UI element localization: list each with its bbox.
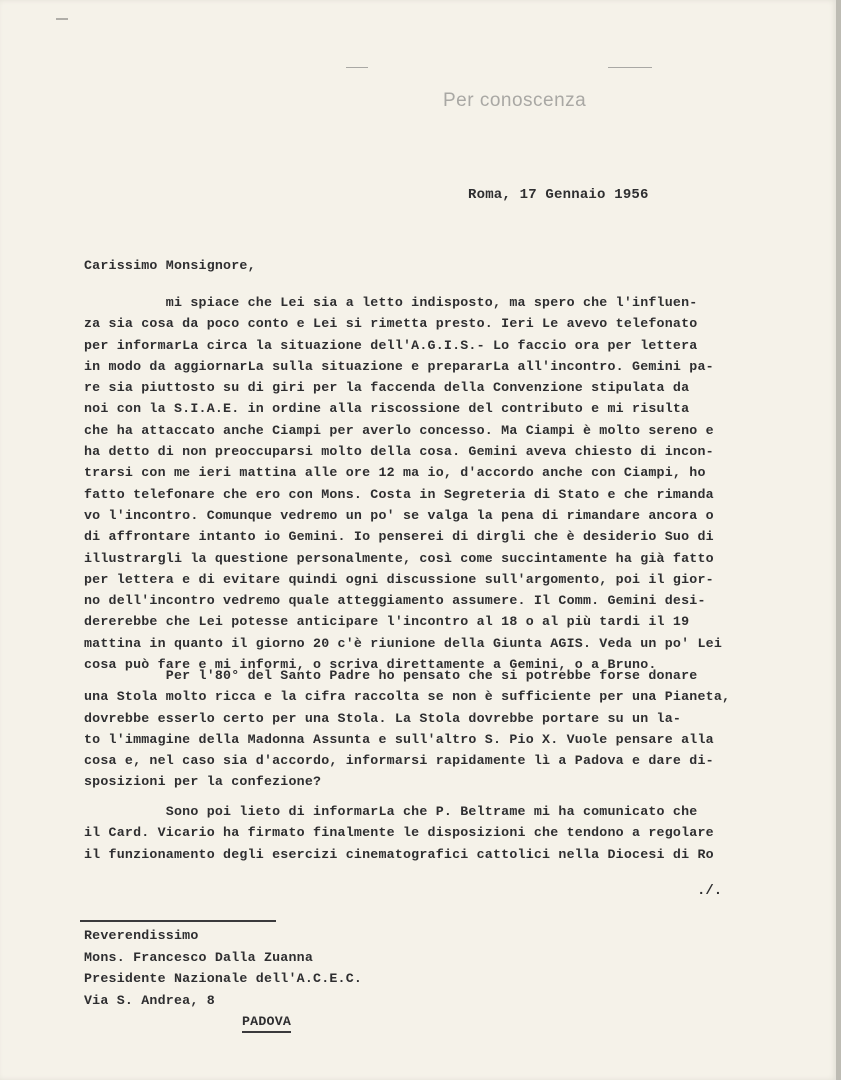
address-line: Via S. Andrea, 8 bbox=[84, 992, 215, 1008]
text-line: in modo da aggiornarLa sulla situazione e prepararLa all'incontro. Gemini pa- bbox=[84, 358, 714, 374]
text-line: per lettera e di evitare quindi ogni discussione sull'argomento, poi il gior- bbox=[84, 571, 714, 587]
text-line: mattina in quanto il giorno 20 c'è riunione della Giunta AGIS. Veda un po' Lei bbox=[84, 635, 722, 651]
margin-mark bbox=[56, 18, 68, 20]
text-line: di affrontare intanto io Gemini. Io penserei di dirgli che è desiderio Suo di bbox=[84, 529, 714, 545]
address-line: Presidente Nazionale dell'A.C.E.C. bbox=[84, 971, 363, 986]
paragraph-1 bbox=[84, 292, 722, 675]
stamp-rule-left bbox=[346, 67, 368, 68]
text-line: cosa può fare e mi informi, o scriva direttamente a Gemini, o a Bruno. bbox=[84, 657, 657, 673]
address-line: Mons. Francesco Dalla Zuanna bbox=[84, 949, 314, 965]
text-line: illustrargli la questione personalmente, così come succintamente ha già fatto bbox=[84, 550, 714, 566]
text-line: mi spiace che Lei sia a letto indisposto, ma spero che l'influen- bbox=[84, 295, 698, 310]
scan-edge bbox=[836, 0, 841, 1080]
text-line: una Stola molto ricca e la cifra raccolta se non è sufficiente per una Pianeta, bbox=[84, 689, 731, 705]
paragraph-3 bbox=[84, 801, 714, 865]
address-city: PADOVA bbox=[242, 1013, 291, 1033]
address-line: Reverendissimo bbox=[84, 928, 199, 943]
text-line: vo l'incontro. Comunque vedremo un po' se valga la pena di rimandare ancora o bbox=[84, 507, 714, 523]
text-line: fatto telefonare che ero con Mons. Costa in Segreteria di Stato e che rimanda bbox=[84, 486, 714, 502]
text-line: re sia piuttosto su di giri per la faccenda della Convenzione stipulata da bbox=[84, 380, 690, 396]
per-conoscenza-stamp: Per conoscenza bbox=[443, 90, 587, 111]
text-line: trarsi con me ieri mattina alle ore 12 ma io, d'accordo anche con Ciampi, ho bbox=[84, 465, 706, 481]
text-line: za sia cosa da poco conto e Lei si rimetta presto. Ieri Le avevo telefonato bbox=[84, 316, 698, 332]
salutation: Carissimo Monsignore, bbox=[84, 258, 256, 273]
text-line: che ha attaccato anche Ciampi per averlo concesso. Ma Ciampi è molto sereno e bbox=[84, 422, 714, 438]
text-line: per informarLa circa la situazione dell'A.G.I.S.- Lo faccio ora per lettera bbox=[84, 337, 698, 353]
address-city-line bbox=[84, 1011, 362, 1033]
text-line: no dell'incontro vedremo quale atteggiamento assumere. Il Comm. Gemini desi- bbox=[84, 593, 706, 609]
text-line: Per l'80° del Santo Padre ho pensato che si potrebbe forse donare bbox=[84, 668, 698, 683]
paragraph-2 bbox=[84, 665, 730, 793]
text-line: dovrebbe esserlo certo per una Stola. La Stola dovrebbe portare su un la- bbox=[84, 710, 682, 726]
text-line: cosa e, nel caso sia d'accordo, informarsi rapidamente lì a Padova e dare di- bbox=[84, 753, 714, 769]
text-line: il Card. Vicario ha firmato finalmente le disposizioni che tendono a regolare bbox=[84, 825, 714, 841]
text-line: dererebbe che Lei potesse anticipare l'incontro al 18 o al più tardi il 19 bbox=[84, 614, 690, 630]
letter-date: Roma, 17 Gennaio 1956 bbox=[468, 187, 649, 203]
text-line: Sono poi lieto di informarLa che P. Beltrame mi ha comunicato che bbox=[84, 804, 698, 819]
continuation-mark: ./. bbox=[697, 883, 723, 899]
text-line: il funzionamento degli esercizi cinematografici cattolici nella Diocesi di Ro bbox=[84, 846, 714, 862]
text-line: ha detto di non preoccuparsi molto della cosa. Gemini aveva chiesto di incon- bbox=[84, 444, 714, 460]
stamp-rule-right bbox=[608, 67, 652, 68]
address-divider bbox=[80, 920, 276, 922]
text-line: noi con la S.I.A.E. in ordine alla riscossione del contributo e mi risulta bbox=[84, 401, 690, 417]
text-line: to l'immagine della Madonna Assunta e sull'altro S. Pio X. Vuole pensare alla bbox=[84, 731, 714, 747]
text-line: sposizioni per la confezione? bbox=[84, 774, 322, 790]
recipient-address bbox=[84, 925, 362, 1033]
